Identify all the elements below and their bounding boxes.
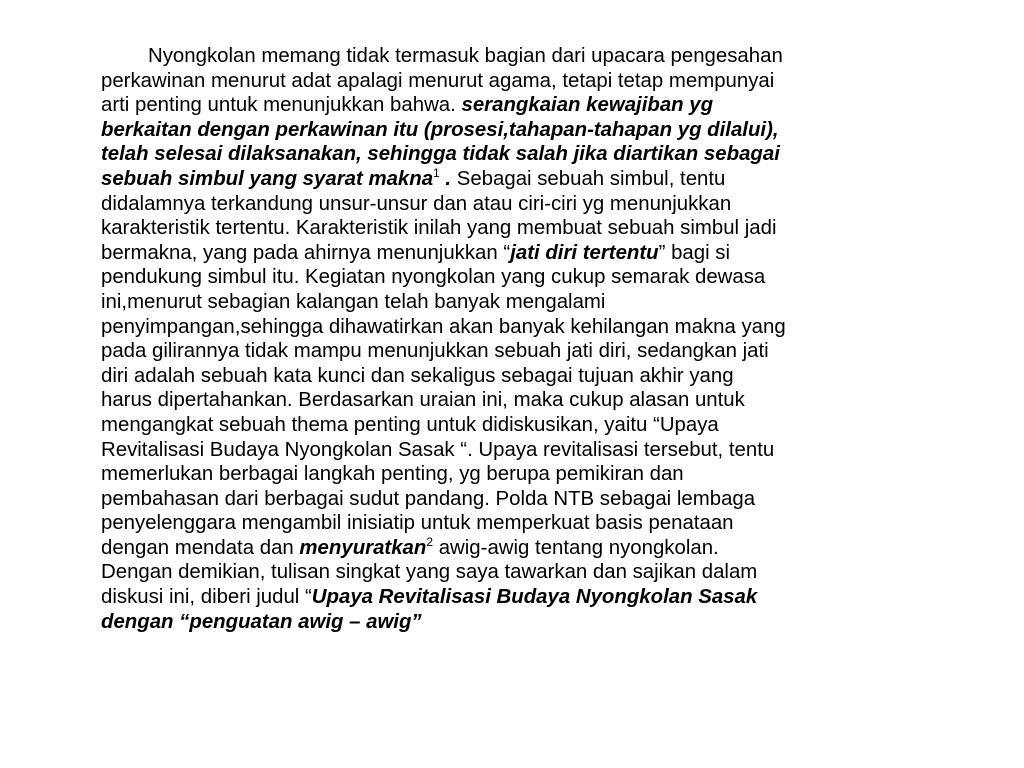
- text-line: [101, 438, 963, 463]
- body-paragraph: [101, 44, 963, 634]
- text: mengangkat sebuah thema penting untuk didiskusikan, yaitu “Upaya: [101, 413, 719, 436]
- text: pendukung simbul itu. Kegiatan nyongkolan yang cukup semarak dewasa: [101, 266, 766, 289]
- text-line: [101, 388, 963, 413]
- footnote-marker: 1: [433, 166, 440, 181]
- text: diri adalah sebuah kata kunci dan sekaligus sebagai tujuan akhir yang: [101, 364, 734, 387]
- text-line: [101, 413, 963, 438]
- text-line: [101, 118, 963, 143]
- emphasis-text: berkaitan dengan perkawinan itu (prosesi,tahapan-tahapan yg dilalui),: [101, 118, 779, 141]
- text: Nyongkolan memang tidak termasuk bagian dari upacara pengesahan: [148, 45, 783, 67]
- text-line: [101, 560, 963, 585]
- text: arti penting untuk menunjukkan bahwa.: [101, 94, 462, 117]
- text-line: [101, 585, 963, 610]
- text-line: [101, 610, 963, 635]
- text: Dengan demikian, tulisan singkat yang saya tawarkan dan sajikan dalam: [101, 561, 758, 584]
- text: ” bagi si: [658, 241, 731, 264]
- text-line: [101, 364, 963, 389]
- text: perkawinan menurut adat apalagi menurut agama, tetapi tetap mempunyai: [101, 69, 775, 92]
- text-line: [101, 216, 963, 241]
- text-line: [101, 142, 963, 167]
- text: pada gilirannya tidak mampu menunjukkan sebuah jati diri, sedangkan jati: [101, 340, 769, 363]
- text: pembahasan dari berbagai sudut pandang. Polda NTB sebagai lembaga: [101, 487, 756, 510]
- text-line: [101, 487, 963, 512]
- emphasis-text: telah selesai dilaksanakan, sehingga tidak salah jika diartikan sebagai: [101, 143, 780, 166]
- text-line: [101, 315, 963, 340]
- text: didalamnya terkandung unsur-unsur dan atau ciri-ciri yg menunjukkan: [101, 192, 732, 215]
- text: penyimpangan,sehingga dihawatirkan akan banyak kehilangan makna yang: [101, 315, 786, 338]
- text: harus dipertahankan. Berdasarkan uraian ini, maka cukup alasan untuk: [101, 389, 745, 412]
- text-line: [101, 290, 963, 315]
- text-line: [101, 511, 963, 536]
- text: karakteristik tertentu. Karakteristik inilah yang membuat sebuah simbul jadi: [101, 217, 777, 240]
- text-line: [101, 536, 963, 561]
- text-line: [101, 44, 963, 69]
- text: bermakna, yang pada ahirnya menunjukkan “: [101, 241, 511, 264]
- text-line: [101, 69, 963, 94]
- emphasis-text: .: [439, 167, 457, 190]
- text-line: [101, 93, 963, 118]
- text-line: [101, 241, 963, 266]
- text-line: [101, 339, 963, 364]
- text: memerlukan berbagai langkah penting, yg berupa pemikiran dan: [101, 463, 684, 486]
- text: diskusi ini, diberi judul “: [101, 586, 312, 609]
- text: Revitalisasi Budaya Nyongkolan Sasak “. Upaya revitalisasi tersebut, tentu: [101, 438, 775, 461]
- emphasis-text: Upaya Revitalisasi Budaya Nyongkolan Sasak: [311, 586, 758, 609]
- text: penyelenggara mengambil inisiatip untuk memperkuat basis penataan: [101, 512, 734, 535]
- emphasis-text: dengan “penguatan awig – awig”: [101, 610, 422, 633]
- emphasis-text: sebuah simbul yang syarat makna: [101, 167, 434, 190]
- text: ini,menurut sebagian kalangan telah banyak mengalami: [101, 290, 606, 313]
- footnote-marker: 2: [426, 535, 434, 550]
- text-line: [101, 462, 963, 487]
- emphasis-text: serangkaian kewajiban yg: [461, 94, 714, 117]
- emphasis-text: menyuratkan: [299, 536, 427, 559]
- text-line: [101, 265, 963, 290]
- text: dengan mendata dan: [101, 536, 300, 559]
- emphasis-text: jati diri tertentu: [510, 241, 659, 264]
- text-line: [101, 192, 963, 217]
- text-line: [101, 167, 963, 192]
- text: awig-awig tentang nyongkolan.: [433, 536, 719, 559]
- text: Sebagai sebuah simbul, tentu: [456, 167, 726, 190]
